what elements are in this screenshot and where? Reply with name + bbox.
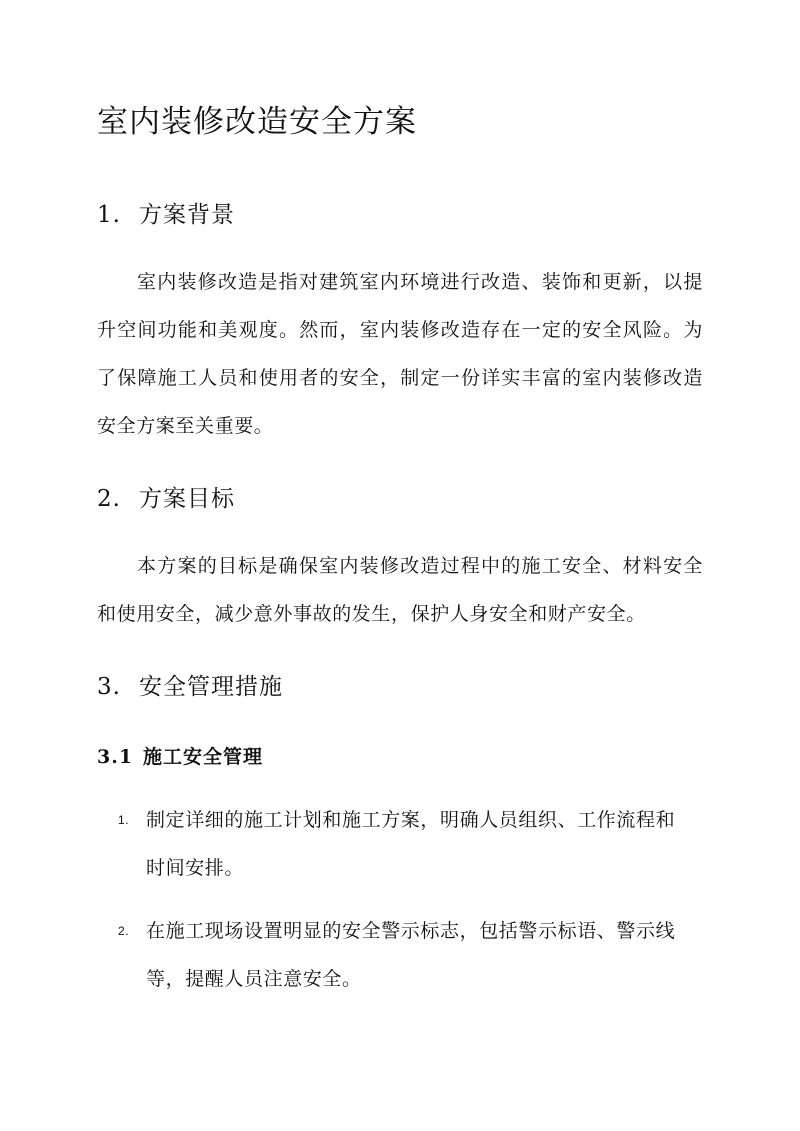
- subsection-number: 3.1: [97, 746, 134, 768]
- subsection-title: 施工安全管理: [143, 746, 264, 768]
- section-heading: [97, 668, 283, 701]
- section-number: 3.: [97, 674, 121, 700]
- section-title: 方案背景: [139, 202, 235, 228]
- list-marker: 2.: [118, 924, 130, 938]
- list-item: [118, 907, 693, 1003]
- document-title: 室内装修改造安全方案: [97, 104, 417, 140]
- subsection-heading: [97, 742, 263, 769]
- list-item-text: 制定详细的施工计划和施工方案，明确人员组织、工作流程和时间安排。: [146, 809, 676, 879]
- section-heading: [97, 480, 235, 513]
- list-item: [118, 796, 693, 892]
- section-number: 1.: [97, 202, 121, 228]
- section-paragraph: 本方案的目标是确保室内装修改造过程中的施工安全、材料安全和使用安全，减少意外事故的发生，保护人身安全和财产安全。: [97, 555, 703, 625]
- section-heading: [97, 196, 235, 229]
- section-number: 2.: [97, 486, 121, 512]
- list-item-text: 在施工现场设置明显的安全警示标志，包括警示标语、警示线等，提醒人员注意安全。: [146, 920, 676, 990]
- section-title: 方案目标: [139, 486, 235, 512]
- section-title: 安全管理措施: [139, 674, 283, 700]
- list-marker: 1.: [118, 813, 130, 827]
- section-paragraph: 室内装修改造是指对建筑室内环境进行改造、装饰和更新，以提升空间功能和美观度。然而，室内装修改造存在一定的安全风险。为了保障施工人员和使用者的安全，制定一份详实丰富的室内装修改造安全方案至关重要。: [97, 271, 703, 437]
